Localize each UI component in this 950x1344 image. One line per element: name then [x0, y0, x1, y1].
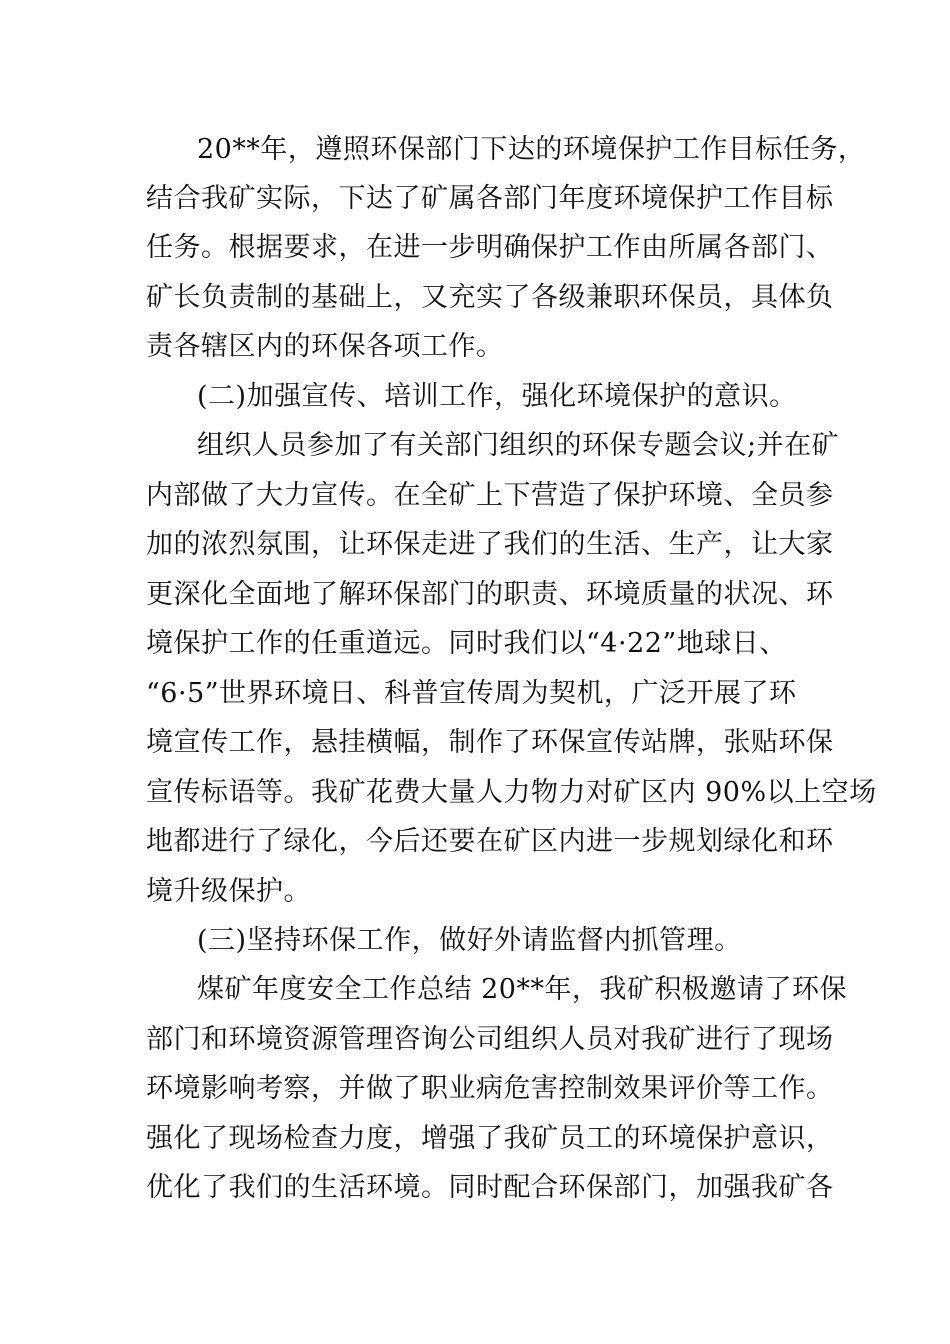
section-heading: (三)坚持环保工作，做好外请监督内抓管理。: [197, 925, 742, 956]
paragraph-line: 组织人员参加了有关部门组织的环保专题会议;并在矿: [197, 430, 840, 461]
paragraph-line: 结合我矿实际，下达了矿属各部门年度环境保护工作目标: [146, 183, 834, 214]
paragraph-line: 20**年，遵照环保部门下达的环境保护工作目标任务，: [197, 134, 866, 165]
paragraph-line: 宣传标语等。我矿花费大量人力物力对矿区内 90%以上空场: [146, 777, 877, 808]
paragraph-line: 地都进行了绿化，今后还要在矿区内进一步规划绿化和环: [146, 826, 834, 857]
paragraph-line: 责各辖区内的环保各项工作。: [146, 331, 504, 362]
paragraph-line: 煤矿年度安全工作总结 20**年，我矿积极邀请了环保: [197, 974, 847, 1005]
paragraph-line: 境保护工作的任重道远。同时我们以“4·22”地球日、: [146, 628, 787, 659]
paragraph-line: 更深化全面地了解环保部门的职责、环境质量的状况、环: [146, 579, 834, 610]
paragraph-line: 优化了我们的生活环境。同时配合环保部门，加强我矿各: [146, 1172, 834, 1203]
paragraph-line: “6·5”世界环境日、科普宣传周为契机，广泛开展了环: [146, 678, 797, 709]
paragraph-line: 内部做了大力宣传。在全矿上下营造了保护环境、全员参: [146, 480, 834, 511]
paragraph-line: 矿长负责制的基础上，又充实了各级兼职环保员，具体负: [146, 282, 834, 313]
paragraph-line: 环境影响考察，并做了职业病危害控制效果评价等工作。: [146, 1073, 834, 1104]
paragraph-line: 部门和环境资源管理咨询公司组织人员对我矿进行了现场: [146, 1024, 834, 1055]
paragraph-line: 境升级保护。: [146, 876, 311, 907]
paragraph-line: 境宣传工作，悬挂横幅，制作了环保宣传站牌，张贴环保: [146, 727, 834, 758]
paragraph-line: 任务。根据要求，在进一步明确保护工作由所属各部门、: [146, 232, 834, 263]
paragraph-line: 强化了现场检查力度，增强了我矿员工的环境保护意识，: [146, 1123, 834, 1154]
paragraph-line: 加的浓烈氛围，让环保走进了我们的生活、生产，让大家: [146, 529, 834, 560]
section-heading: (二)加强宣传、培训工作，强化环境保护的意识。: [197, 381, 797, 412]
